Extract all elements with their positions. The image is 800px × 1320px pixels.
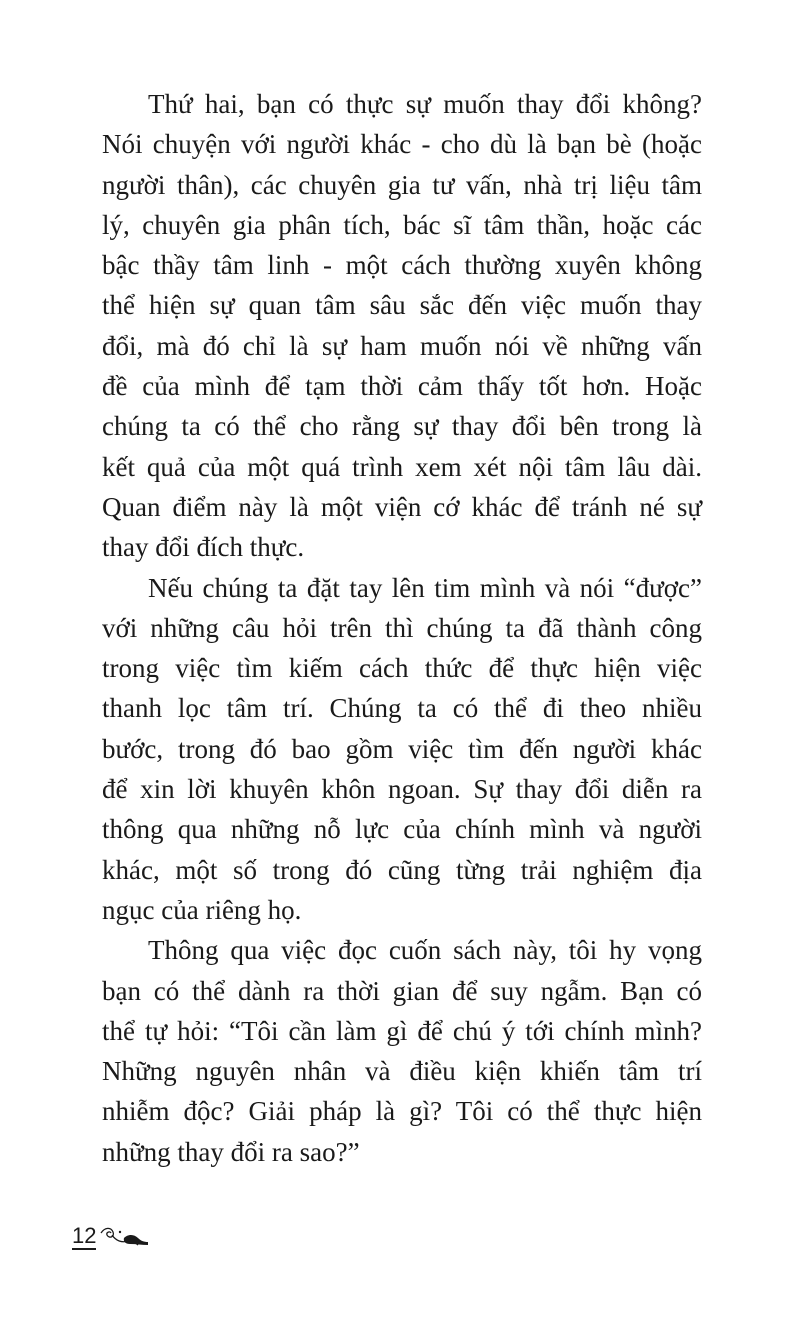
flourish-ornament-icon: [98, 1223, 150, 1249]
text-line: đổi, mà đó chỉ là sự ham muốn nói về những vấn: [102, 330, 702, 361]
text-line: chúng ta có thể cho rằng sự thay đổi bên trong là: [102, 411, 702, 442]
page-footer: [72, 1210, 150, 1250]
text-line: bạn có thể dành ra thời gian để suy ngẫm. Bạn có: [102, 975, 702, 1006]
text-line: trong việc tìm kiếm cách thức để thực hiện việc: [102, 653, 702, 684]
text-line: thông qua những nỗ lực của chính mình và người: [102, 814, 702, 845]
text-line: khác, một số trong đó cũng từng trải nghiệm địa: [102, 854, 702, 885]
paragraph-1: [102, 84, 702, 568]
text-line: nhiễm độc? Giải pháp là gì? Tôi có thể thực hiện: [102, 1096, 702, 1127]
text-line: Thông qua việc đọc cuốn sách này, tôi hy vọng: [148, 935, 702, 966]
text-line: kết quả của một quá trình xem xét nội tâm lâu dài.: [102, 451, 702, 482]
text-line: bậc thầy tâm linh - một cách thường xuyên không: [102, 250, 702, 281]
body-text: [102, 84, 702, 1172]
paragraph-2: [102, 568, 702, 931]
page-number: 12: [72, 1223, 97, 1248]
text-line: thanh lọc tâm trí. Chúng ta có thể đi theo nhiều: [102, 693, 702, 724]
text-line: Thứ hai, bạn có thực sự muốn thay đổi không?: [148, 89, 702, 119]
text-line: Nói chuyện với người khác - cho dù là bạn bè (hoặc: [102, 129, 702, 160]
text-line: ngục của riêng họ.: [102, 894, 302, 925]
text-line: với những câu hỏi trên thì chúng ta đã thành công: [102, 612, 702, 643]
text-line: thể hiện sự quan tâm sâu sắc đến việc muốn thay: [102, 290, 702, 321]
text-line: Những nguyên nhân và điều kiện khiến tâm trí: [102, 1056, 702, 1087]
text-line: để xin lời khuyên khôn ngoan. Sự thay đổi diễn ra: [102, 774, 702, 805]
text-line: đề của mình để tạm thời cảm thấy tốt hơn. Hoặc: [102, 371, 702, 402]
text-line: người thân), các chuyên gia tư vấn, nhà trị liệu tâm: [102, 169, 702, 200]
text-line: những thay đổi ra sao?”: [102, 1136, 360, 1167]
text-line: Quan điểm này là một viện cớ khác để tránh né sự: [102, 491, 702, 522]
text-line: bước, trong đó bao gồm việc tìm đến người khác: [102, 733, 702, 764]
text-line: thay đổi đích thực.: [102, 532, 305, 563]
text-line: lý, chuyên gia phân tích, bác sĩ tâm thần, hoặc các: [102, 209, 702, 240]
text-line: thể tự hỏi: “Tôi cần làm gì để chú ý tới chính mình?: [102, 1015, 702, 1046]
text-line: Nếu chúng ta đặt tay lên tim mình và nói “được”: [148, 572, 702, 603]
paragraph-3: [102, 930, 702, 1172]
